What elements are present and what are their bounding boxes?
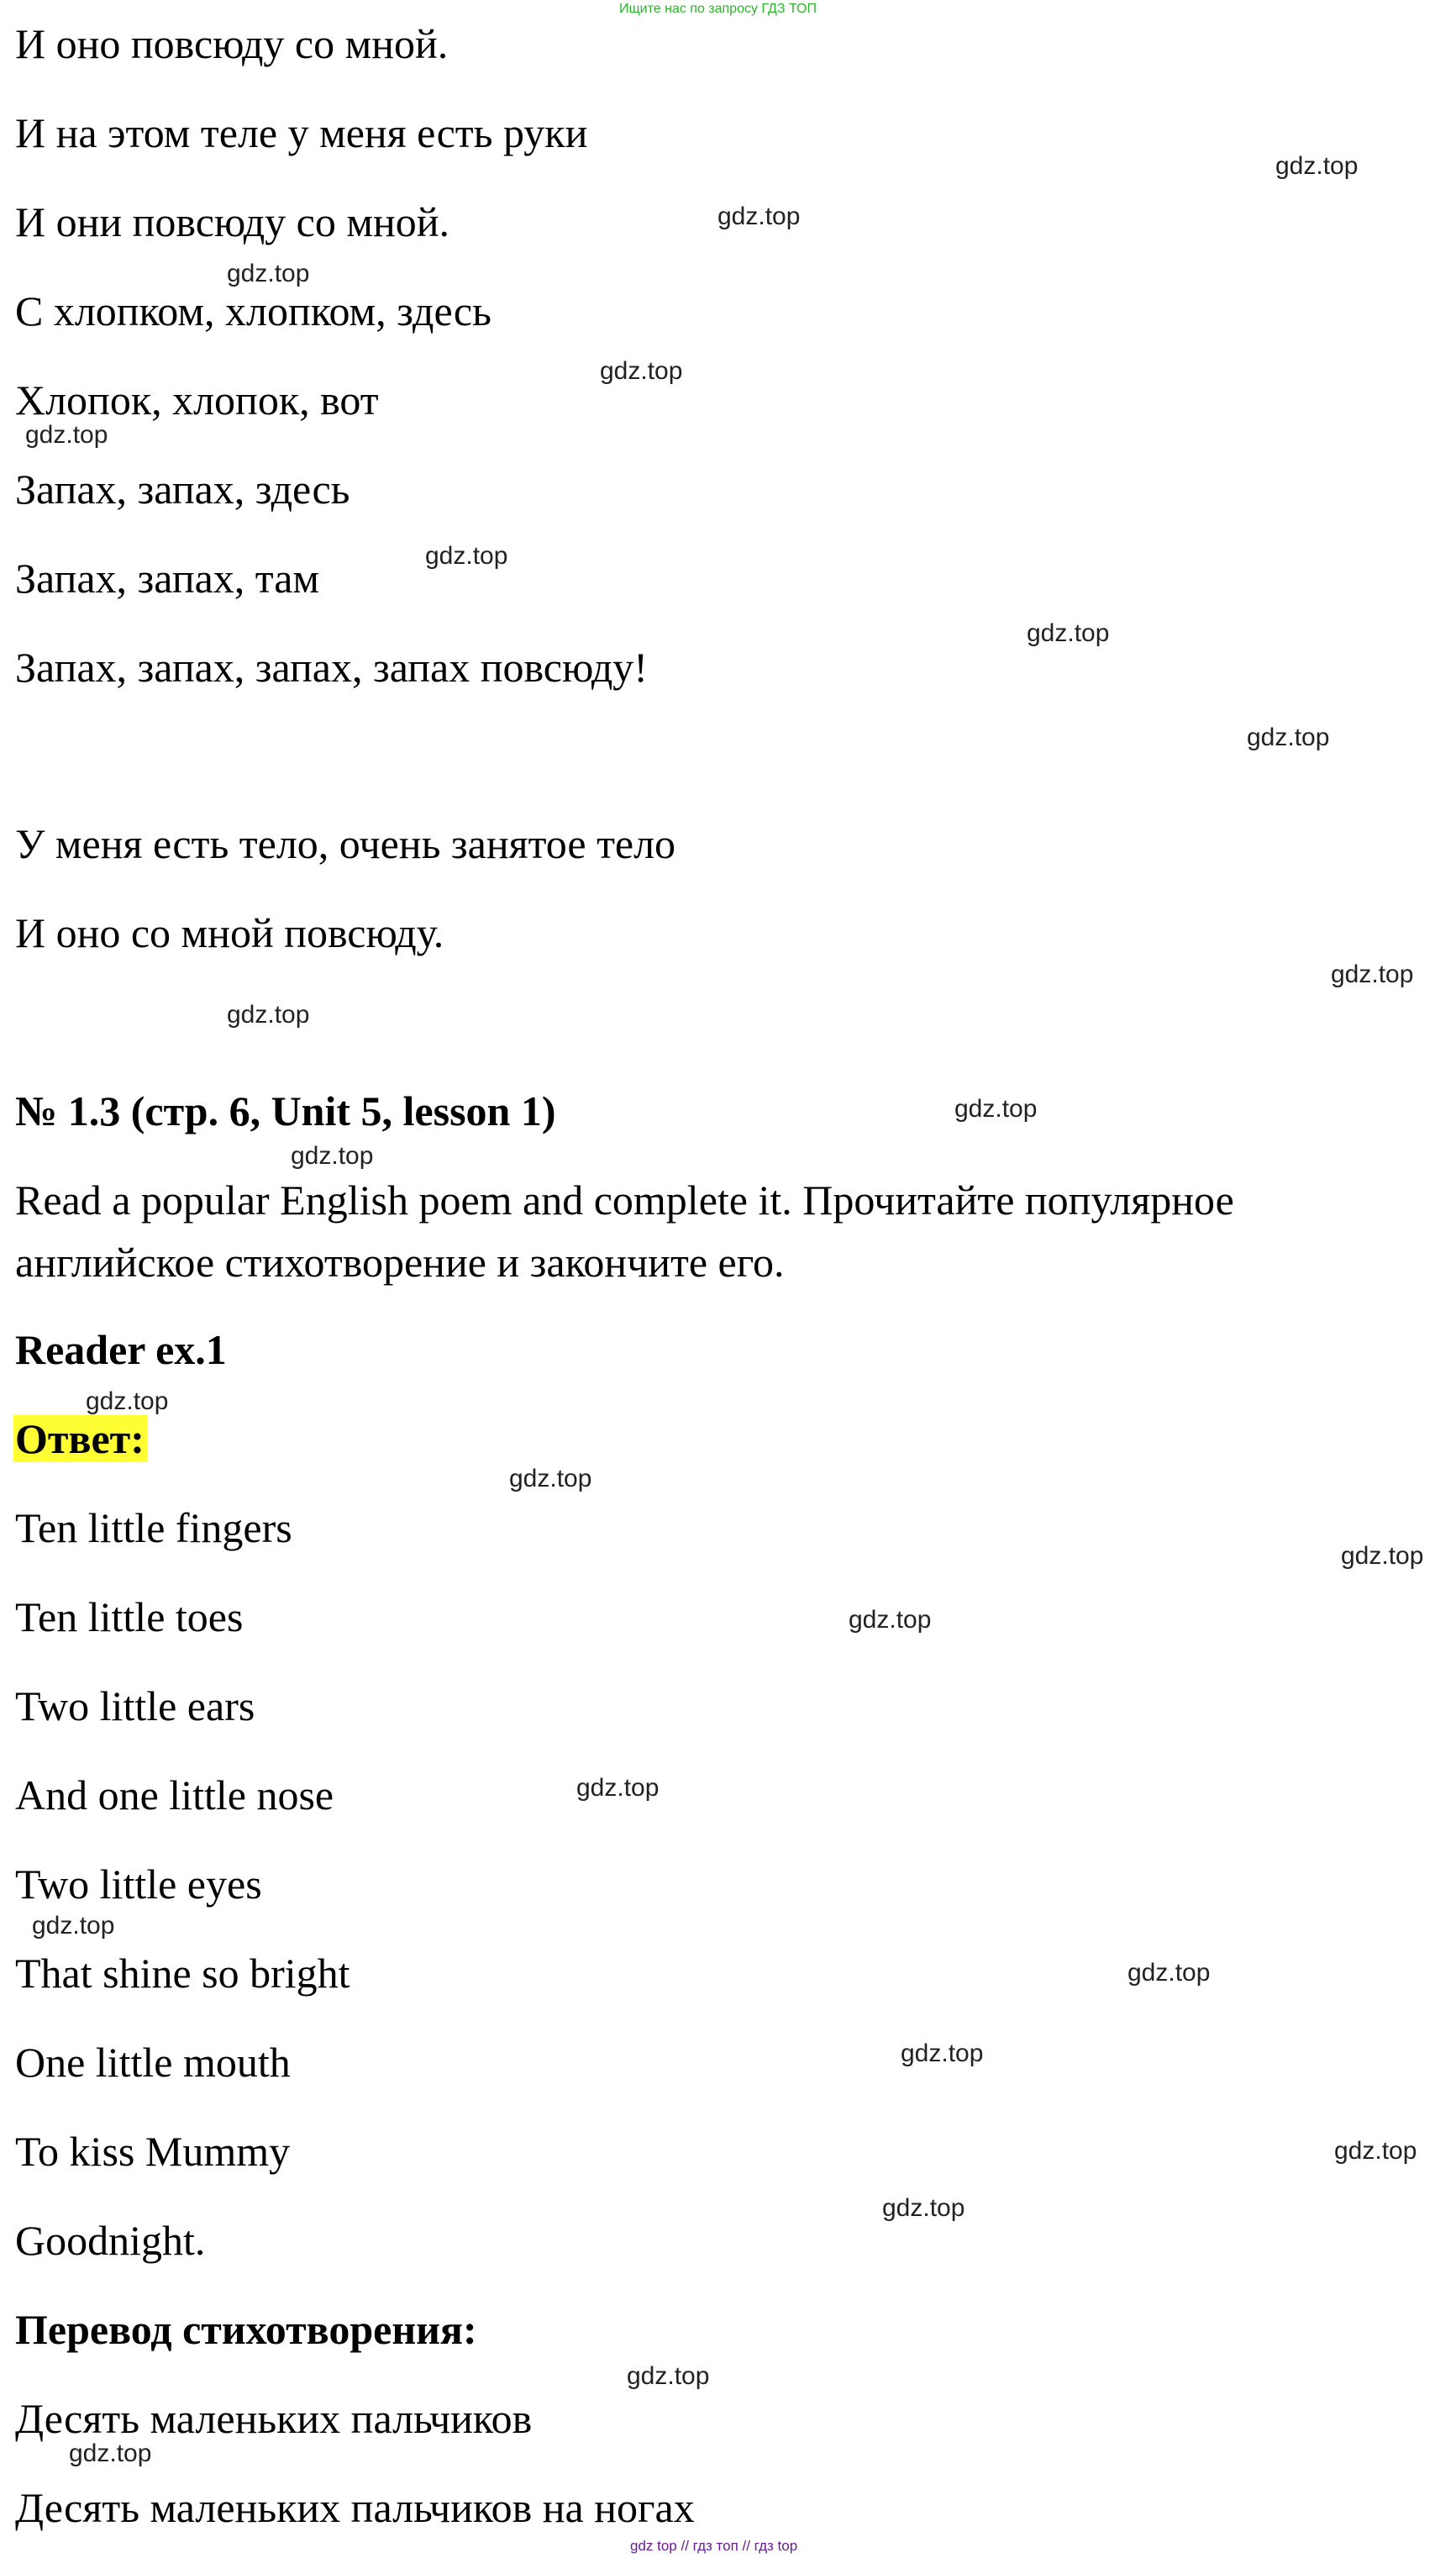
- watermark: gdz.top: [1334, 2137, 1417, 2165]
- watermark: gdz.top: [227, 1001, 310, 1029]
- english-poem-line: Ten little fingers: [15, 1504, 292, 1551]
- footer-note: gdz top // гдз топ // гдз top: [630, 2538, 798, 2554]
- english-poem-line: Ten little toes: [15, 1593, 244, 1640]
- english-poem-line: That shine so bright: [15, 1950, 350, 1997]
- task-text: английское стихотворение и закончите его.: [15, 1239, 785, 1286]
- watermark: gdz.top: [1275, 152, 1359, 180]
- watermark: gdz.top: [576, 1774, 660, 1802]
- watermark: gdz.top: [509, 1465, 592, 1492]
- reader-reference: Reader ex.1: [15, 1326, 227, 1373]
- watermark: gdz.top: [227, 260, 310, 287]
- watermark: gdz.top: [717, 203, 801, 230]
- poem-line: И они повсюду со мной.: [15, 198, 449, 245]
- watermark: gdz.top: [901, 2040, 984, 2067]
- task-text: Read a popular English poem and complete it. Прочитайте популярное: [15, 1176, 1234, 1224]
- answer-label: [15, 1413, 148, 1464]
- translation-line: Десять маленьких пальчиков на ногах: [15, 2484, 695, 2531]
- watermark: gdz.top: [1341, 1542, 1424, 1570]
- poem-line: Запах, запах, там: [15, 555, 320, 602]
- poem-line: С хлопком, хлопком, здесь: [15, 287, 491, 334]
- watermark: gdz.top: [882, 2194, 965, 2222]
- top-note: Ищите нас по запросу ГДЗ ТОП: [619, 2, 817, 16]
- poem-line: И на этом теле у меня есть руки: [15, 109, 588, 156]
- english-poem-line: Two little ears: [15, 1682, 255, 1729]
- watermark: gdz.top: [600, 357, 683, 385]
- english-poem-line: One little mouth: [15, 2039, 291, 2086]
- poem-line: И оно повсюду со мной.: [15, 20, 449, 67]
- english-poem-line: And one little nose: [15, 1771, 334, 1818]
- watermark: gdz.top: [1127, 1959, 1211, 1987]
- translation-line: Десять маленьких пальчиков: [15, 2395, 533, 2442]
- poem-line: Запах, запах, запах, запах повсюду!: [15, 644, 648, 691]
- poem-line: У меня есть тело, очень занятое тело: [15, 820, 676, 867]
- watermark: gdz.top: [25, 421, 108, 449]
- poem-line: Запах, запах, здесь: [15, 466, 350, 513]
- watermark: gdz.top: [86, 1387, 169, 1415]
- watermark: gdz.top: [954, 1095, 1038, 1123]
- watermark: gdz.top: [1247, 724, 1330, 751]
- watermark: gdz.top: [627, 2362, 710, 2390]
- exercise-title: № 1.3 (стр. 6, Unit 5, lesson 1): [15, 1087, 556, 1134]
- watermark: gdz.top: [69, 2440, 152, 2467]
- english-poem-line: To kiss Mummy: [15, 2128, 291, 2175]
- watermark: gdz.top: [1027, 619, 1110, 647]
- english-poem-line: Goodnight.: [15, 2217, 206, 2264]
- watermark: gdz.top: [1331, 961, 1414, 988]
- watermark: gdz.top: [291, 1142, 374, 1170]
- watermark: gdz.top: [32, 1912, 115, 1940]
- translation-heading: Перевод стихотворения:: [15, 2306, 477, 2353]
- poem-line: И оно со мной повсюду.: [15, 909, 444, 956]
- poem-line: Хлопок, хлопок, вот: [15, 376, 379, 424]
- watermark: gdz.top: [425, 542, 508, 570]
- watermark: gdz.top: [849, 1606, 932, 1634]
- answer-label-text: Ответ:: [13, 1415, 148, 1462]
- english-poem-line: Two little eyes: [15, 1861, 262, 1908]
